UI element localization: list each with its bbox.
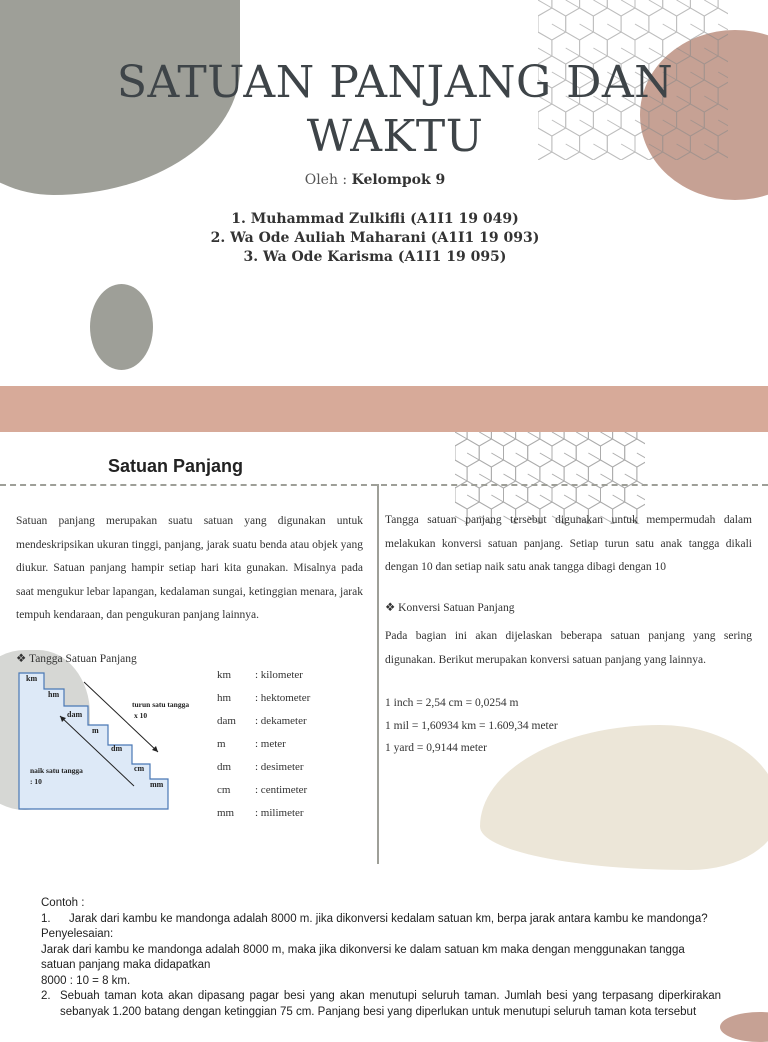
down-label-line-2: x 10 <box>134 711 148 720</box>
equation-mil: 1 mil = 1,60934 km = 1.609,34 meter <box>385 720 558 732</box>
member-item: 1. Muhammad Zulkifli (A1I1 19 049) <box>231 211 519 227</box>
section-divider <box>0 484 768 486</box>
hex-cell <box>552 0 580 16</box>
hex-cell <box>538 8 566 40</box>
author-group: Kelompok 9 <box>351 172 446 188</box>
hex-cell <box>538 0 552 16</box>
hex-cell <box>479 439 503 467</box>
konversi-paragraph: Pada bagian ini akan dijelaskan beberapa satuan panjang yang sering digunakan. Berikut merupakan konversi satuan panjang yang lainnya. <box>385 630 752 666</box>
author-prefix: Oleh : <box>304 172 352 188</box>
step-label-hm: hm <box>48 690 60 699</box>
hex-cell <box>704 8 728 40</box>
example-heading: Contoh : <box>41 897 85 909</box>
unit-row <box>217 761 310 784</box>
hex-cell <box>625 439 645 467</box>
hex-cell <box>491 432 515 446</box>
member-item: 2. Wa Ode Auliah Maharani (A1I1 19 093) <box>210 230 540 246</box>
ladder-heading: ❖ Tangga Satuan Panjang <box>16 653 137 665</box>
decorative-band <box>0 386 768 432</box>
unit-row <box>217 807 310 830</box>
unit-row <box>217 784 310 807</box>
example-number: 1. <box>41 912 51 925</box>
hex-cell <box>649 8 677 40</box>
decorative-brown-blob-bottom <box>720 1012 768 1042</box>
step-label-mm: mm <box>150 780 164 789</box>
hex-cell <box>690 0 718 16</box>
unit-name: : dekameter <box>255 715 307 727</box>
unit-row <box>217 669 310 692</box>
decorative-gray-oval <box>90 284 153 370</box>
hex-cell <box>613 432 637 446</box>
hex-cell <box>637 432 645 446</box>
hex-cell <box>593 8 621 40</box>
step-label-cm: cm <box>134 764 145 773</box>
member-list <box>0 210 750 267</box>
author-line <box>0 172 750 188</box>
hex-cell <box>588 432 612 446</box>
hex-cell <box>621 8 649 40</box>
example-section <box>41 896 721 1020</box>
unit-abbr: m <box>217 738 226 750</box>
hex-cell <box>504 439 528 467</box>
intro-paragraph: Satuan panjang merupakan suatu satuan yang digunakan untuk mendeskripsikan ukuran tinggi, panjang, jarak suatu benda atau objek yang diukur. Satuan panjang hampir setiap hari kita gunakan. Misalnya pada saat mengukur lebar lapangan, kedalaman sungai, ketinggian menara, jarak tempuh kendaraan, dan pengukuran panjang lainnya. <box>16 515 363 621</box>
hex-cell <box>566 8 594 40</box>
hex-cell <box>467 432 491 446</box>
konversi-heading: ❖ Konversi Satuan Panjang <box>385 602 515 614</box>
unit-name: : desimeter <box>255 761 304 773</box>
down-label-line-1: turun satu tangga <box>132 700 190 709</box>
unit-row <box>217 738 310 761</box>
unit-abbr: cm <box>217 784 231 796</box>
unit-list <box>217 669 310 830</box>
unit-name: : meter <box>255 738 286 750</box>
ladder-diagram <box>16 670 210 812</box>
down-label <box>132 700 191 720</box>
hex-cell <box>580 0 608 16</box>
step-label-m: m <box>92 726 99 735</box>
hex-cell <box>718 0 728 16</box>
unit-abbr: mm <box>217 807 235 819</box>
ladder-explanation-paragraph: Tangga satuan panjang tersebut digunakan untuk mempermudah dalam melakukan konversi satuan panjang. Setiap turun satu anak tangga dikali dengan 10 dan setiap naik satu anak tangga dibagi dengan 10 <box>385 514 752 573</box>
member-item: 3. Wa Ode Karisma (A1I1 19 095) <box>243 249 507 265</box>
hex-cell <box>601 439 625 467</box>
hex-cell <box>528 439 552 467</box>
example-item <box>41 989 721 1020</box>
hex-cell <box>635 0 663 16</box>
hex-cell <box>663 0 691 16</box>
solution-text: Jarak dari kambu ke mandonga adalah 8000 m, maka jika dikonversi ke dalam satuan km maka dengan menggunakan tangga satuan panjang maka didapatkan <box>41 943 685 971</box>
up-label-line-1: naik satu tangga <box>30 766 83 775</box>
unit-name: : hektometer <box>255 692 311 704</box>
equation-yard: 1 yard = 0,9144 meter <box>385 742 487 754</box>
hex-cell <box>516 432 540 446</box>
solution-calc: 8000 : 10 = 8 km. <box>41 974 131 987</box>
example-item <box>41 912 721 928</box>
unit-name: : kilometer <box>255 669 303 681</box>
hex-cell <box>576 439 600 467</box>
page-title <box>0 56 768 164</box>
example-question: Jarak dari kambu ke mandonga adalah 8000 m. jika dikonversi kedalam satuan km, berpa jarak antara kambu ke mandonga? <box>69 912 708 925</box>
example-number: 2. <box>41 990 51 1002</box>
hex-cell <box>455 439 479 467</box>
hex-cell <box>607 0 635 16</box>
hex-cell <box>564 432 588 446</box>
section-title: Satuan Panjang <box>108 456 244 476</box>
column-divider <box>377 484 379 864</box>
step-label-dm: dm <box>111 744 123 753</box>
hex-cell <box>677 8 705 40</box>
up-label-line-2: : 10 <box>30 777 42 786</box>
example-question: Sebuah taman kota akan dipasang pagar besi yang akan menutupi seluruh taman. Jumlah besi yang terpasang diperkirakan sebanyak 1.200 batang dengan ketinggian 75 cm. Panjang besi yang diperlukan untuk menutupi seluruh taman kota tersebut <box>60 990 721 1018</box>
unit-row <box>217 692 310 715</box>
hex-cell <box>455 432 467 446</box>
hex-cell <box>552 439 576 467</box>
unit-abbr: hm <box>217 692 232 704</box>
unit-abbr: km <box>217 669 232 681</box>
title-line-1: SATUAN PANJANG DAN <box>116 57 674 108</box>
solution-label: Penyelesaian: <box>41 928 114 940</box>
unit-abbr: dm <box>217 761 232 773</box>
equation-inch: 1 inch = 2,54 cm = 0,0254 m <box>385 697 519 709</box>
step-label-dam: dam <box>67 710 83 719</box>
title-line-2: WAKTU <box>306 111 484 162</box>
step-label-km: km <box>26 674 38 683</box>
unit-name: : centimeter <box>255 784 308 796</box>
hex-cell <box>540 432 564 446</box>
decorative-beige-blob <box>480 725 768 870</box>
unit-abbr: dam <box>217 715 236 727</box>
unit-row <box>217 715 310 738</box>
unit-name: : milimeter <box>255 807 304 819</box>
